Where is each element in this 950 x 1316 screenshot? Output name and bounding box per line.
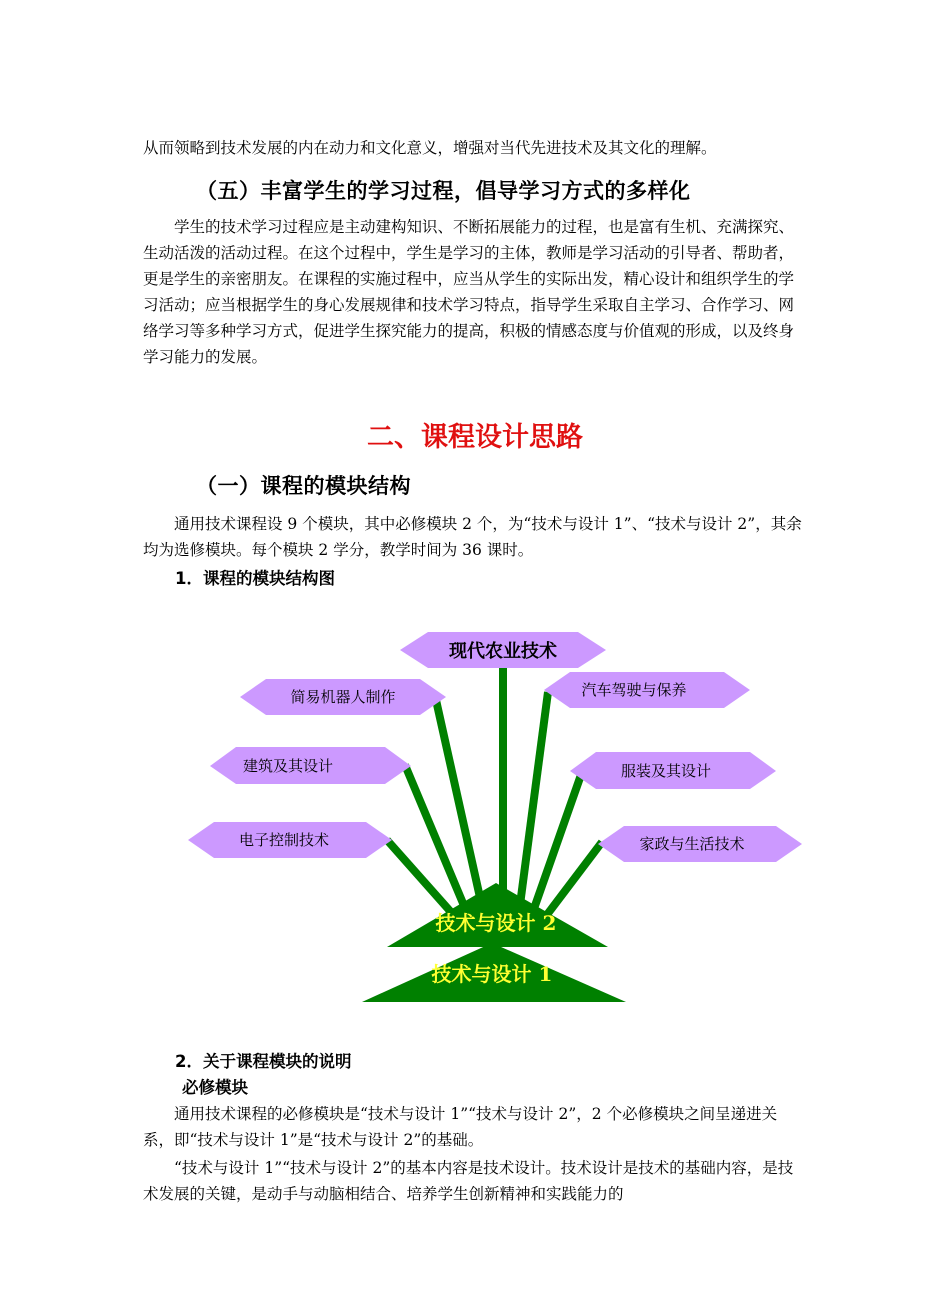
module-label-robot: 简易机器人制作 xyxy=(290,688,396,706)
module-structure-paragraph: 通用技术课程设 9 个模块，其中必修模块 2 个，为“技术与设计 1”、“技术与设计 2”，其余均为选修模块。每个模块 2 学分，教学时间为 36 课时。 xyxy=(143,515,802,559)
module-label-clothing: 服装及其设计 xyxy=(620,762,712,780)
module-label-home: 家政与生活技术 xyxy=(639,835,745,853)
required-modules-paragraph-2: “技术与设计 1”“技术与设计 2”的基本内容是技术设计。技术设计是技术的基础内容，是技术发展的关键，是动手与动脑相结合、培养学生创新精神和实践能力的 xyxy=(143,1159,794,1203)
module-right-2 xyxy=(570,752,776,789)
section-five-paragraph: 学生的技术学习过程应是主动建构知识、不断拓展能力的过程，也是富有生机、充满探究、生动活泼的活动过程。在这个过程中，学生是学习的主体，教师是学习活动的引导者、帮助者，更是学生的亲密朋友。在课程的实施过程中，应当从学生的实际出发，精心设计和组织学生的学习活动；应当根据学生的身心发展规律和技术学习特点，指导学生采取自主学习、合作学习、网络学习等多种学习方式，促进学生探究能力的提高，积极的情感态度与价值观的形成，以及终身学习能力的发展。 xyxy=(143,218,795,366)
required-modules-paragraph-1: 通用技术课程的必修模块是“技术与设计 1”“技术与设计 2”，2 个必修模块之间呈递进关系，即“技术与设计 1”是“技术与设计 2”的基础。 xyxy=(143,1105,778,1149)
module-left-1 xyxy=(240,679,446,715)
module-label-architecture: 建筑及其设计 xyxy=(242,757,334,775)
heading-module-structure: （一）课程的模块结构 xyxy=(196,474,411,498)
module-right-3 xyxy=(598,826,802,862)
module-label-agriculture: 现代农业技术 xyxy=(449,641,557,662)
module-left-3 xyxy=(188,822,392,858)
base-label-design-1: 技术与设计 1 xyxy=(431,962,553,986)
module-label-electronics: 电子控制技术 xyxy=(238,831,330,849)
module-right-1 xyxy=(544,672,750,708)
heading-module-notes: 2．关于课程模块的说明 xyxy=(175,1052,352,1071)
module-structure-diagram xyxy=(180,620,810,1010)
section-two-title: 二、课程设计思路 xyxy=(367,422,583,453)
module-top xyxy=(400,632,606,668)
module-left-2 xyxy=(210,747,411,784)
module-label-car: 汽车驾驶与保养 xyxy=(581,681,687,699)
intro-tail-paragraph: 从而领略到技术发展的内在动力和文化意义，增强对当代先进技术及其文化的理解。 xyxy=(143,139,717,157)
base-label-design-2: 技术与设计 2 xyxy=(435,911,557,935)
heading-structure-diagram: 1．课程的模块结构图 xyxy=(175,569,335,588)
base-required-modules xyxy=(362,883,626,1002)
heading-section-five: （五）丰富学生的学习过程，倡导学习方式的多样化 xyxy=(196,179,691,203)
heading-required-modules: 必修模块 xyxy=(182,1078,248,1097)
